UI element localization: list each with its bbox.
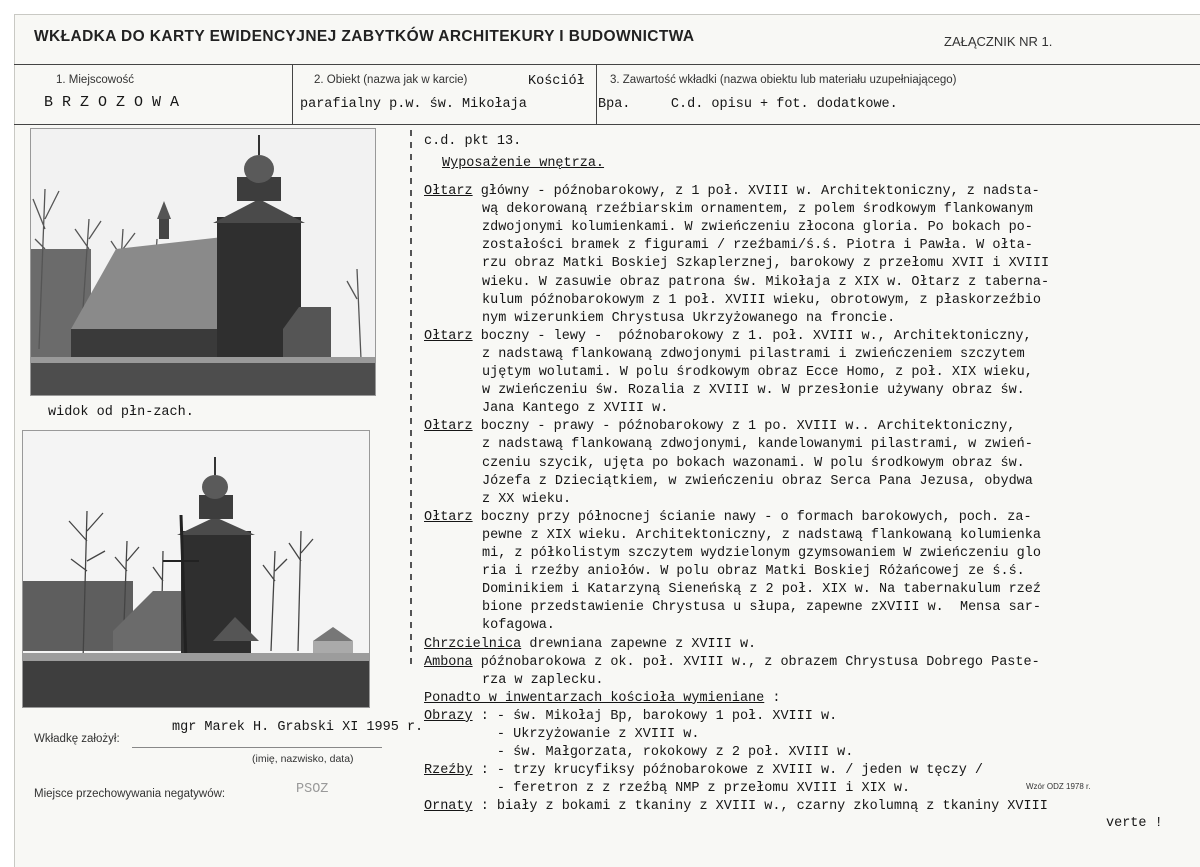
- description-line: [482, 456, 1025, 471]
- item-keyword: Rzeźby: [424, 763, 473, 779]
- line-text: z XX wieku.: [482, 491, 572, 507]
- description-line: [482, 256, 1049, 271]
- item-keyword: Ołtarz: [424, 184, 473, 199]
- field-object-label: 2. Obiekt (nazwa jak w karcie): [314, 74, 468, 86]
- description-line: [482, 365, 1033, 380]
- line-text: boczny - lewy - późnobarokowy z 1. poł. XVIII w., Architektoniczny,: [472, 328, 1032, 344]
- description-line: [482, 347, 1025, 362]
- line-text: drewniana zapewne z XVIII w.: [521, 636, 757, 652]
- line-text: kofagowa.: [482, 618, 555, 634]
- line-text: ujętym wolutami. W polu środkowym obraz Ecce Homo, z poł. XIX wieku,: [482, 365, 1033, 380]
- description-line: [482, 492, 571, 507]
- line-text: zdwojonymi kolumienkami. W zwieńczeniu złocona gloria. Po bokach po-: [482, 220, 1033, 236]
- line-text: Dominikiem i Katarzyną Sieneńską z 2 poł. XIX w. Na tabernakulum rzeź: [482, 582, 1041, 598]
- item-keyword: Obrazy: [424, 708, 473, 724]
- line-text: bione przedstawienie Chrystusa u słupa, zapewne zXVIII w. Mensa sar-: [482, 600, 1041, 616]
- line-text: - św. Małgorzata, rokokowy z 2 poł. XVIII w.: [424, 745, 854, 761]
- line-text: rzu obraz Matki Boskiej Szkaplerznej, barokowy z przełomu XVII i XVIII: [482, 256, 1050, 272]
- description-line: [424, 727, 699, 742]
- form-stamp: Wzór ODZ 1978 r.: [1026, 782, 1091, 791]
- negative-storage-label: Miejsce przechowywania negatywów:: [34, 788, 226, 800]
- rule: [596, 64, 597, 124]
- description-line: [482, 564, 1025, 579]
- negative-storage-value: PSOZ: [296, 782, 329, 797]
- description-line: [482, 383, 1025, 398]
- section-heading: c.d. pkt 13.: [424, 134, 522, 149]
- description-line: [482, 401, 668, 416]
- description-line: [424, 184, 1040, 199]
- field-object-value-line1: Kościół: [528, 74, 585, 89]
- line-text: - feretron z z rzeźbą NMP z przełomu XVIII i XIX w.: [424, 781, 911, 797]
- item-keyword: Ołtarz: [424, 419, 473, 435]
- church-photo-northwest: [30, 128, 376, 396]
- description-line: [424, 510, 1032, 525]
- description-line: [424, 763, 983, 778]
- line-text: wieku. W zasuwie obraz patrona św. Mikołaja z XIX w. Ołtarz z taberna-: [482, 274, 1050, 290]
- church-photo-2: [22, 430, 370, 708]
- line-text: kulum późnobarokowym z 1 poł. XVIII wieku, obrotowym, z płaskorzeźbio: [482, 292, 1041, 308]
- church-photo-2-image: [23, 431, 369, 707]
- description-line: [424, 799, 1048, 814]
- line-text: : biały z bokami z tkaniny z XVIII w., czarny zkolumną z tkaniny XVIII: [472, 799, 1048, 815]
- line-text: :: [764, 690, 781, 706]
- line-text: czeniu szycik, ujęta po bokach wazonami. W polu środkowym obraz św.: [482, 455, 1025, 471]
- description-line: [424, 419, 1015, 434]
- annex-label: ZAŁĄCZNIK NR 1.: [944, 34, 1053, 49]
- form-title: WKŁADKA DO KARTY EWIDENCYJNEJ ZABYTKÓW ARCHITEKURY I BUDOWNICTWA: [34, 28, 695, 45]
- rule: [14, 64, 1200, 65]
- line-text: w zwieńczeniu św. Rozalia z XVIII w. W przesłonie używany obraz św.: [482, 383, 1025, 399]
- line-text: boczny przy północnej ścianie nawy - o formach barokowych, poch. za-: [472, 509, 1032, 525]
- line-text: zostałości bramek z figurami / rzeźbami/ś.ś. Piotra i Pawła. W ołta-: [482, 238, 1033, 254]
- author-label: Wkładkę założył:: [34, 733, 120, 745]
- line-text: z nadstawą flankowaną zdwojonymi pilastrami i zwieńczeniem szczytem: [482, 346, 1025, 362]
- photo-caption: widok od płn-zach.: [48, 405, 194, 420]
- description-line: [482, 546, 1041, 561]
- line-text: Jana Kantego z XVIII w.: [482, 401, 669, 417]
- description-line: [482, 474, 1033, 489]
- line-text: ria i rzeźby aniołów. W polu obraz Matki Boskiej Różańcowej ze ś.ś.: [482, 564, 1025, 580]
- field-contents-label: 3. Zawartość wkładki (nazwa obiektu lub materiału uzupełniającego): [610, 74, 957, 86]
- item-keyword: Chrzcielnica: [424, 636, 522, 652]
- line-text: boczny - prawy - późnobarokowy z 1 po. XVIII w.. Architektoniczny,: [472, 419, 1016, 435]
- line-text: nym wizerunkiem Chrystusa Ukrzyżowanego na froncie.: [482, 310, 896, 326]
- description-line: [482, 528, 1041, 543]
- line-text: późnobarokowa z ok. poł. XVIII w., z obrazem Chrystusa Dobrego Paste-: [472, 654, 1040, 670]
- description-line: [424, 329, 1032, 344]
- line-text: : - trzy krucyfiksy późnobarokowe z XVIII w. / jeden w tęczy /: [472, 763, 983, 779]
- description-line: [424, 655, 1040, 670]
- line-text: z nadstawą flankowaną zdwojonymi, kandelowanymi pilastrami, w zwień-: [482, 437, 1033, 453]
- item-keyword: Ołtarz: [424, 509, 473, 525]
- author-line: [132, 747, 382, 748]
- description-line: [482, 437, 1033, 452]
- line-text: - Ukrzyżowanie z XVIII w.: [424, 727, 700, 742]
- description-line: [424, 637, 756, 652]
- line-text: Józefa z Dzieciątkiem, w zwieńczeniu obraz Serca Pana Jezusa, obydwa: [482, 473, 1033, 489]
- field-locality-label: 1. Miejscowość: [56, 74, 134, 86]
- description-line: [424, 745, 853, 760]
- field-contents-value: Bpa. C.d. opisu + fot. dodatkowe.: [598, 97, 898, 112]
- description-line: [482, 220, 1033, 235]
- description-line: [424, 691, 780, 706]
- description-line: [482, 311, 895, 326]
- rule: [14, 124, 1200, 125]
- verte-note: verte !: [1106, 816, 1163, 831]
- line-text: mi, z półkolistym szczytem wydzielonym gzymsowaniem W zwieńczeniu glo: [482, 546, 1041, 561]
- description-line: [482, 618, 555, 633]
- description-line: [482, 600, 1041, 615]
- author-hint: (imię, nazwisko, data): [252, 753, 354, 765]
- description-line: [482, 275, 1049, 290]
- item-keyword: Ponadto w inwentarzach kościoła wymieniane: [424, 690, 765, 706]
- description-line: [482, 202, 1033, 217]
- line-text: rza w zaplecku.: [482, 672, 604, 688]
- line-text: wą dekorowaną rzeźbiarskim ornamentem, z polem środkowym flankowanym: [482, 202, 1033, 218]
- author-value: mgr Marek H. Grabski XI 1995 r.: [172, 720, 424, 735]
- line-text: pewne z XIX wieku. Architektoniczny, z nadstawą flankowaną kolumienka: [482, 527, 1041, 543]
- field-object-value-line2: parafialny p.w. św. Mikołaja: [300, 97, 527, 112]
- description-line: [482, 673, 604, 688]
- field-locality-value: B R Z O Z O W A: [44, 94, 180, 111]
- rule: [292, 64, 293, 124]
- line-text: : - św. Mikołaj Bp, barokowy 1 poł. XVIII w.: [472, 708, 838, 724]
- item-keyword: Ornaty: [424, 799, 473, 815]
- description-line: [482, 582, 1041, 597]
- description-line: [424, 709, 837, 724]
- section-subheading: Wyposażenie wnętrza.: [442, 156, 605, 171]
- description-line: [482, 238, 1033, 253]
- item-keyword: Ołtarz: [424, 328, 473, 344]
- church-photo-1-image: [31, 129, 375, 395]
- description-line: [424, 781, 910, 796]
- line-text: główny - późnobarokowy, z 1 poł. XVIII w. Architektoniczny, z nadsta-: [472, 184, 1040, 199]
- description-line: [482, 293, 1041, 308]
- item-keyword: Ambona: [424, 654, 473, 670]
- column-divider: [410, 130, 412, 670]
